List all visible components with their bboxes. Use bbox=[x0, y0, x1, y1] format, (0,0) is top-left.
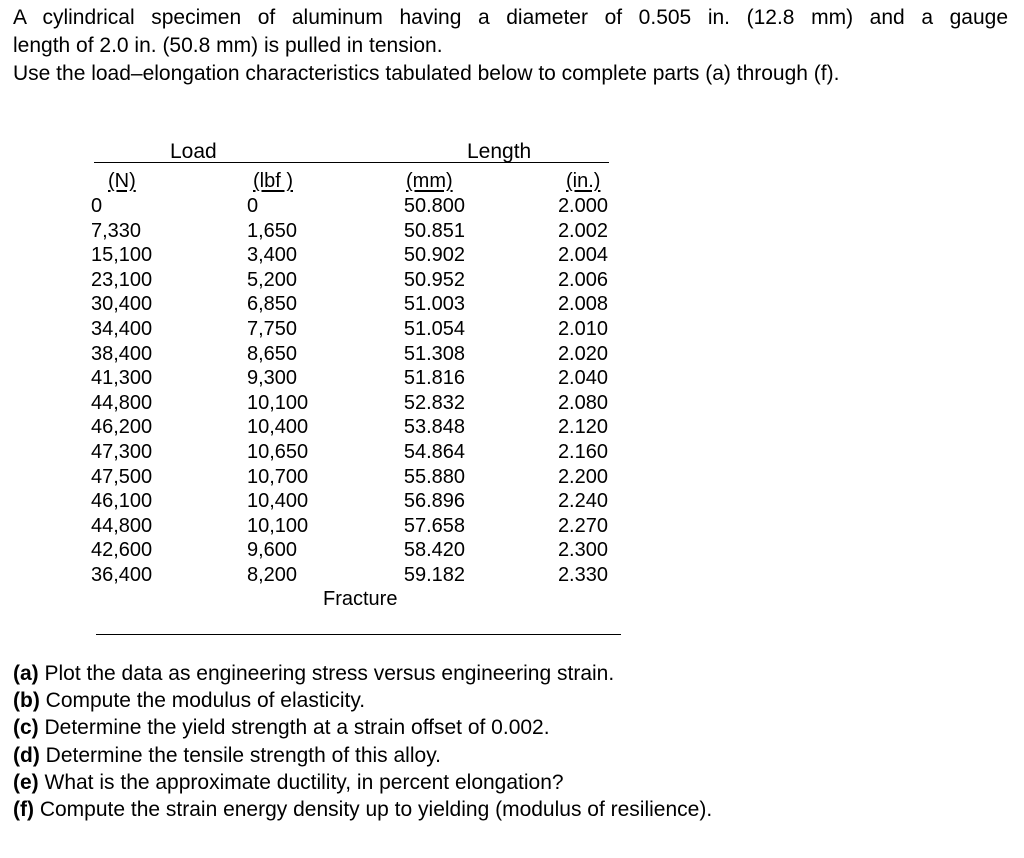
table-cell: 7,750 bbox=[247, 317, 298, 340]
table-cell: 36,400 bbox=[91, 563, 153, 586]
question-text: Compute the modulus of elasticity. bbox=[39, 689, 366, 713]
table-cell: 2.300 bbox=[557, 539, 608, 562]
table-cell: 34,400 bbox=[91, 317, 153, 340]
question-tag: (f) bbox=[13, 798, 34, 822]
table-cell: 47,300 bbox=[91, 440, 153, 463]
table-cell: 59.182 bbox=[403, 563, 465, 586]
table-cell: 10,100 bbox=[247, 514, 309, 537]
unit-mm: (mm) bbox=[406, 170, 453, 192]
table-cell: 10,100 bbox=[247, 391, 309, 414]
table-cell: 9,600 bbox=[247, 539, 298, 562]
table-cell: 51.308 bbox=[403, 342, 465, 365]
table-cell: 1,650 bbox=[247, 219, 298, 242]
table-cell: 2.010 bbox=[557, 317, 608, 340]
table-cell: 2.002 bbox=[557, 219, 608, 242]
table-cell: 10,400 bbox=[247, 416, 309, 439]
load-group-header: Load bbox=[170, 140, 217, 163]
question-tag: (d) bbox=[13, 743, 40, 767]
question-item bbox=[13, 769, 712, 796]
table-cell: 9,300 bbox=[247, 367, 298, 390]
question-text: Determine the tensile strength of this alloy. bbox=[39, 743, 441, 767]
question-text: Plot the data as engineering stress versus engineering strain. bbox=[38, 662, 615, 685]
table-cell: 50.952 bbox=[403, 268, 465, 291]
fracture-label: Fracture bbox=[323, 588, 398, 610]
question-text: Determine the yield strength at a strain offset of 0.002. bbox=[38, 716, 550, 740]
unit-newton: (N) bbox=[108, 170, 136, 192]
table-cell: 2.004 bbox=[557, 244, 608, 267]
table-cell: 51.054 bbox=[403, 317, 465, 340]
table-cell: 10,400 bbox=[247, 490, 309, 513]
length-mm-column bbox=[380, 194, 465, 588]
length-group-header: Length bbox=[467, 140, 532, 163]
unit-inch: (in.) bbox=[566, 170, 601, 192]
table-cell: 57.658 bbox=[403, 514, 465, 537]
table-cell: 6,850 bbox=[247, 293, 298, 316]
table-cell: 52.832 bbox=[403, 391, 465, 414]
question-tag: (c) bbox=[13, 716, 39, 740]
header-rule bbox=[94, 162, 609, 163]
unit-lbf: (lbf ) bbox=[253, 170, 293, 192]
table-cell: 58.420 bbox=[403, 539, 465, 562]
table-cell: 50.902 bbox=[403, 244, 465, 267]
intro-line-2: length of 2.0 in. (50.8 mm) is pulled in tension. bbox=[13, 34, 443, 57]
table-cell: 2.240 bbox=[557, 490, 608, 513]
question-tag: (e) bbox=[13, 770, 39, 794]
table-cell: 5,200 bbox=[247, 268, 298, 291]
table-cell: 0 bbox=[247, 195, 259, 217]
question-item bbox=[13, 660, 712, 687]
table-cell: 44,800 bbox=[91, 391, 153, 414]
question-item bbox=[13, 796, 712, 823]
table-cell: 10,650 bbox=[247, 440, 309, 463]
table-cell: 2.040 bbox=[557, 367, 608, 390]
question-tag: (a) bbox=[13, 662, 39, 685]
intro-line-3: Use the load–elongation characteristics tabulated below to complete parts (a) through (f). bbox=[13, 62, 840, 85]
table-cell: 2.120 bbox=[557, 416, 608, 439]
table-cell: 8,200 bbox=[247, 563, 298, 586]
table-bottom-rule bbox=[96, 634, 621, 635]
question-text: What is the approximate ductility, in percent elongation? bbox=[38, 770, 564, 794]
table-cell: 46,200 bbox=[91, 416, 153, 439]
table-cell: 2.008 bbox=[557, 293, 608, 316]
question-item bbox=[13, 742, 712, 769]
table-cell: 30,400 bbox=[91, 293, 153, 316]
table-cell: 41,300 bbox=[91, 367, 153, 390]
table-cell: 3,400 bbox=[247, 244, 298, 267]
table-cell: 50.851 bbox=[403, 219, 465, 242]
load-newton-column bbox=[91, 194, 152, 588]
table-cell: 51.816 bbox=[403, 367, 465, 390]
table-cell: 2.270 bbox=[557, 514, 608, 537]
question-item bbox=[13, 687, 712, 714]
table-cell: 51.003 bbox=[403, 293, 465, 316]
table-cell: 23,100 bbox=[91, 268, 153, 291]
table-cell: 55.880 bbox=[403, 465, 465, 488]
table-cell: 38,400 bbox=[91, 342, 153, 365]
table-cell: 53.848 bbox=[403, 416, 465, 439]
load-lbf-column bbox=[247, 194, 308, 588]
intro-line-1: A cylindrical specimen of aluminum having a diameter of 0.505 in. (12.8 mm) and a gauge bbox=[13, 6, 1008, 29]
table-cell: 2.020 bbox=[557, 342, 608, 365]
table-cell: 15,100 bbox=[91, 244, 153, 267]
table-cell: 2.160 bbox=[557, 440, 608, 463]
table-cell: 56.896 bbox=[403, 490, 465, 513]
table-cell: 42,600 bbox=[91, 539, 153, 562]
question-text: Compute the strain energy density up to yielding (modulus of resilience). bbox=[33, 798, 713, 822]
table-cell: 10,700 bbox=[247, 465, 309, 488]
table-cell: 46,100 bbox=[91, 490, 153, 513]
table-cell: 2.000 bbox=[557, 195, 608, 217]
table-cell: 2.080 bbox=[557, 391, 608, 414]
table-cell: 50.800 bbox=[403, 195, 465, 217]
length-inch-column bbox=[530, 194, 608, 588]
table-cell: 44,800 bbox=[91, 514, 153, 537]
table-cell: 2.200 bbox=[557, 465, 608, 488]
problem-statement bbox=[13, 4, 1013, 88]
table-cell: 7,330 bbox=[91, 219, 142, 242]
question-tag: (b) bbox=[13, 689, 40, 713]
table-cell: 8,650 bbox=[247, 342, 298, 365]
table-cell: 2.006 bbox=[557, 268, 608, 291]
table-cell: 47,500 bbox=[91, 465, 153, 488]
table-cell: 0 bbox=[91, 195, 103, 217]
question-list bbox=[13, 660, 712, 823]
table-cell: 54.864 bbox=[403, 440, 465, 463]
table-cell: 2.330 bbox=[557, 563, 608, 586]
question-item bbox=[13, 714, 712, 741]
